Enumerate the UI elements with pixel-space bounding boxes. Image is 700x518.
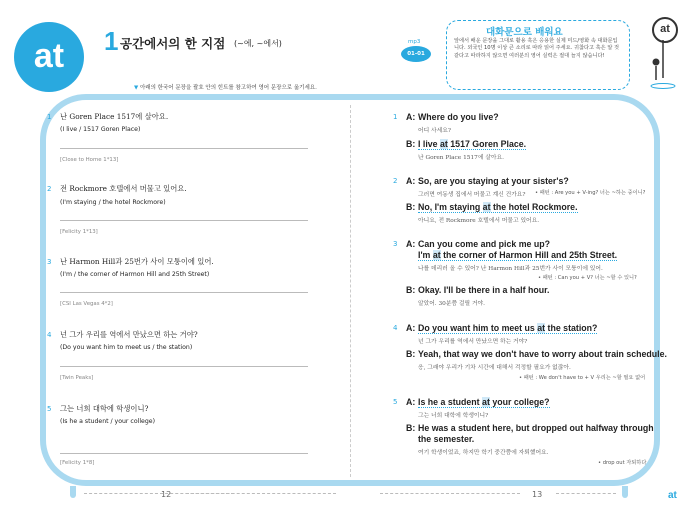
source: [Felicity 1*13] xyxy=(60,229,98,235)
exercise-number: 3 xyxy=(47,258,52,266)
answer-line[interactable] xyxy=(60,453,308,454)
answer-line[interactable] xyxy=(60,148,308,149)
mp3-track-icon: 01-01 xyxy=(401,46,431,62)
page-number-right: 13 xyxy=(532,490,543,499)
line-a: Is he a student at your college? xyxy=(418,397,550,407)
line-b: I live at 1517 Goren Place. xyxy=(418,139,527,149)
corner-at-label: at xyxy=(668,490,677,501)
dialogue-number: 2 xyxy=(393,177,398,185)
speaker-b: B: xyxy=(406,349,416,359)
chapter-badge: at xyxy=(14,22,84,92)
tip-body: 앞에서 배운 문장을 그대로 활용 혹은 응용한 실제 미드/영화 속 대화문입니다. 외국인 10명 이상 큰 소리로 따라 읽어 주세요. 귀찮다고 혹은 알 것 같다고 따라하지 않으면 여러분의 영어 실력은 절대 늘지 않습니다! xyxy=(454,38,619,59)
translation-a: 그러면 여동생 집에서 머물고 계신 건가요? xyxy=(418,192,526,198)
column-divider xyxy=(350,105,351,477)
speaker-b: B: xyxy=(406,423,416,433)
hint: (I live / 1517 Goren Place) xyxy=(60,126,141,133)
hint: (I'm staying / the hotel Rockmore) xyxy=(60,199,166,206)
line-b: No, I'm staying at the hotel Rockmore. xyxy=(418,202,578,212)
exercise-number: 2 xyxy=(47,185,52,193)
speaker-a: A: xyxy=(406,176,416,186)
source: [Close to Home 1*13] xyxy=(60,157,119,163)
korean-sentence: 넌 그가 우리를 역에서 만났으면 하는 거야? xyxy=(60,330,198,339)
footer-rule-right-2 xyxy=(556,493,616,494)
arrow-down-icon: ▼ xyxy=(134,85,139,91)
source: [Felicity 1*8] xyxy=(60,460,95,466)
footer-rule-left-2 xyxy=(186,493,336,494)
speaker-b: B: xyxy=(406,139,416,149)
speaker-b: B: xyxy=(406,202,416,212)
frame-leg-left xyxy=(70,486,76,498)
pattern-note: • 패턴 : We don't have to + V 우리는 ~할 필요 없어 xyxy=(519,375,646,381)
hint: (Do you want him to meet us / the station) xyxy=(60,344,193,351)
translation-b: 아니요, 전 Rockmore 호텔에서 머물고 있어요. xyxy=(418,218,540,224)
mp3-label: mp3 xyxy=(408,39,421,45)
speaker-a: A: xyxy=(406,323,416,333)
at-person-icon: at xyxy=(652,17,678,43)
line-b: Okay. I'll be there in a half hour. xyxy=(418,285,550,295)
translation-b: 여기 학생이었죠, 하지만 학기 중간쯤에 자퇴했어요. xyxy=(418,450,549,456)
korean-sentence: 난 Harmon Hill과 25번가 사이 모퉁이에 있어. xyxy=(60,257,214,266)
tip-title: 대화문으로 배워요 xyxy=(486,27,563,38)
line-b: He was a student here, but dropped out halfway through xyxy=(418,423,654,433)
line-b: Yeah, that way we don't have to worry about train schedule. xyxy=(418,349,667,359)
instruction-text: 아래의 한국어 문장을 괄호 안의 힌트를 참고하여 영어 문장으로 옮기세요. xyxy=(139,85,317,91)
instruction xyxy=(134,83,317,91)
speaker-a: A: xyxy=(406,112,416,122)
line-b-2: the semester. xyxy=(418,434,475,444)
translation-a: 그는 너희 대학에 학생이니? xyxy=(418,413,489,419)
hint: (Is he a student / your college) xyxy=(60,418,156,425)
exercise-number: 4 xyxy=(47,331,52,339)
dialogue-number: 3 xyxy=(393,240,398,248)
source: [CSI Las Vegas 4*2] xyxy=(60,301,113,307)
translation-a: 넌 그가 우리를 역에서 만났으면 하는 거야? xyxy=(418,339,528,345)
section-title: 공간에서의 한 지점 xyxy=(120,36,226,51)
answer-line[interactable] xyxy=(60,220,308,221)
dialogue-number: 4 xyxy=(393,324,398,332)
line-a: So, are you staying at your sister's? xyxy=(418,176,569,186)
line-a: Can you come and pick me up? xyxy=(418,239,550,249)
speaker-a: A: xyxy=(406,239,416,249)
translation-a: 어디 사세요? xyxy=(418,128,451,134)
footer-rule-right xyxy=(380,493,520,494)
vocab-note: • drop out 자퇴하다 xyxy=(598,460,647,466)
korean-sentence: 그는 너희 대학에 학생이니? xyxy=(60,404,149,413)
translation-a: 나를 데리러 올 수 있어? 난 Harmon Hill과 25번가 사이 모퉁이에 있어. xyxy=(418,266,603,272)
translation-b: 난 Goren Place 1517에 살아요. xyxy=(418,155,504,161)
answer-line[interactable] xyxy=(60,366,308,367)
line-a-2: I'm at the corner of Harmon Hill and 25th Street. xyxy=(418,250,618,260)
frame-leg-right xyxy=(622,486,628,498)
translation-b: 알았어. 30분쯤 걸릴 거야. xyxy=(418,301,485,307)
line-a: Where do you live? xyxy=(418,112,499,122)
exercise-number: 5 xyxy=(47,405,52,413)
dialogue-number: 5 xyxy=(393,398,398,406)
line-a: Do you want him to meet us at the station? xyxy=(418,323,598,333)
stick-figure-icon xyxy=(650,40,680,90)
korean-sentence: 전 Rockmore 호텔에서 머물고 있어요. xyxy=(60,184,187,193)
translation-b: 응, 그래야 우리가 기차 시간에 대해서 걱정할 필요가 없잖아. xyxy=(418,365,571,371)
hint: (I'm / the corner of Harmon Hill and 25th Street) xyxy=(60,271,210,278)
pattern-note: • 패턴 : Can you + V? 너는 ~할 수 있니? xyxy=(538,275,637,281)
page-number-left: 12 xyxy=(161,490,172,499)
source: [Twin Peaks] xyxy=(60,375,94,381)
answer-line[interactable] xyxy=(60,292,308,293)
exercise-number: 1 xyxy=(47,113,52,121)
speaker-a: A: xyxy=(406,397,416,407)
pattern-note: • 패턴 : Are you + V-ing? 너는 ~하는 중이니? xyxy=(535,190,646,196)
dialogue-number: 1 xyxy=(393,113,398,121)
section-number: 1 xyxy=(104,26,119,56)
speaker-b: B: xyxy=(406,285,416,295)
korean-sentence: 난 Goren Place 1517에 살아요. xyxy=(60,112,169,121)
section-subtitle: (~에, ~에서) xyxy=(234,39,282,48)
